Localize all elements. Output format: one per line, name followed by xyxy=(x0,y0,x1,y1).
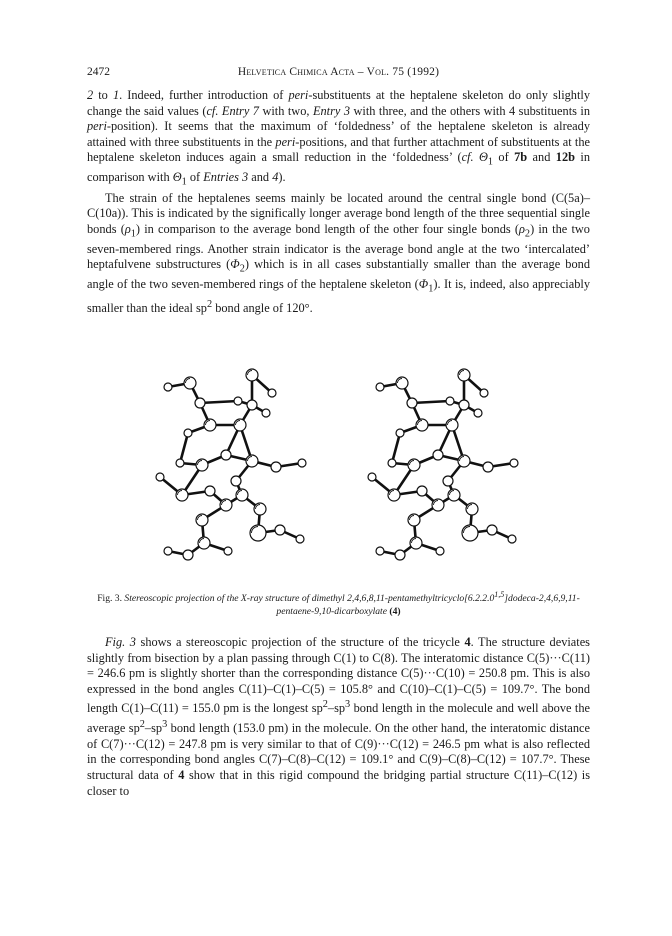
compound-ref: 4 xyxy=(178,767,185,782)
text: shows a stereoscopic projection of the structure of the tricycle xyxy=(135,635,465,649)
entry-ref: Entries 3 xyxy=(203,170,249,185)
text: -positions, and that further attachment of substituents at the heptalene skeleton induces again a small reduction in the ‘foldedness’ ( xyxy=(87,134,590,165)
text: bond angle of 120°. xyxy=(212,301,313,316)
text: and xyxy=(251,170,273,185)
italic-term: peri xyxy=(288,88,309,102)
compound-ref: 12b xyxy=(555,150,575,165)
left-atom xyxy=(268,389,276,397)
caption-compound: (4) xyxy=(386,606,401,618)
body-text-lower xyxy=(87,635,590,799)
paragraph-1 xyxy=(87,88,590,191)
subscript: 2 xyxy=(524,228,531,240)
text: ). xyxy=(278,170,286,185)
superscript: 2 xyxy=(206,299,213,311)
superscript: 2 xyxy=(139,719,145,731)
superscript: 3 xyxy=(162,719,168,731)
subscript: 2 xyxy=(239,263,245,275)
left-bond xyxy=(180,433,188,463)
left-atom xyxy=(275,525,285,535)
right-atom xyxy=(433,450,443,460)
text: with three, and the others with 4 substituents in xyxy=(350,103,591,118)
text: of xyxy=(186,170,204,185)
caption-label: Fig. 3. xyxy=(97,593,125,605)
symbol: Θ xyxy=(478,150,488,165)
right-bond xyxy=(392,433,400,463)
left-atom xyxy=(156,473,164,481)
right-atom xyxy=(480,389,488,397)
text: ) which is in all cases substantially smaller than the average bond angle of the two seven-membered rings of the heptalene skeleton ( xyxy=(87,257,590,292)
molecule-right-view xyxy=(368,369,518,560)
text: -substituents at the heptalene skeleton do only slightly change the said values ( xyxy=(87,88,591,118)
italic-term: peri xyxy=(87,119,107,134)
caption-superscript: 1,5 xyxy=(494,590,505,599)
left-atom xyxy=(296,535,304,543)
text: . The structure deviates slightly from bisection by a plan passing through C(1) to C(8). The interatomic distance C(5)···C(11) = 246.6 pm is slightly shorter than the corresponding distance C(5)···C(10) = 250.8 pm. This is also expressed in the bond angles C(11)–C(1)–C(5) = 105.8° and C(10)–C(1)–C(5) = 109.7°. The bond length C(1)–C(11) = 155.0 pm is the longest sp xyxy=(87,635,590,716)
left-atom xyxy=(234,397,242,405)
symbol: Θ xyxy=(172,170,182,185)
italic-term: peri xyxy=(275,134,296,149)
left-atom xyxy=(205,486,215,496)
left-atom xyxy=(247,400,257,410)
molecule-left-view xyxy=(156,369,306,560)
text: show that in this rigid compound the bridging partial structure C(11)–C(12) is closer to xyxy=(87,767,590,798)
text: bond length (153.0 pm) in the molecule. On the other hand, the interatomic distance of C(7)···C(12) = 247.8 pm is very similar to that of C(9)···C(12) = 246.5 pm what is also reflected in the corresponding bond angles C(7)–C(8)–C(12) = 109.1° and C(9)–C(8)–C(12) = 107.7°. These structural data of xyxy=(87,721,590,782)
right-atom xyxy=(407,398,417,408)
left-atom xyxy=(164,547,172,555)
right-bond xyxy=(412,401,450,403)
caption-text: Stereoscopic projection of the X-ray structure of dimethyl 2,4,6,8,11-pentamethyltricyclo[6.2.2.0 xyxy=(124,593,495,605)
left-atom xyxy=(195,398,205,408)
right-atom xyxy=(436,547,444,555)
right-atom xyxy=(462,525,478,541)
left-atom xyxy=(224,547,232,555)
superscript: 3 xyxy=(345,699,351,711)
ref-1: 1 xyxy=(112,88,120,102)
left-atom xyxy=(271,462,281,472)
italic-term: cf. xyxy=(461,150,474,165)
paragraph-3 xyxy=(87,635,590,799)
figure-caption xyxy=(87,588,590,618)
right-atom xyxy=(487,525,497,535)
compound-ref: 7b xyxy=(514,150,528,165)
right-atom xyxy=(443,476,453,486)
subscript: 1 xyxy=(428,283,434,295)
right-atom xyxy=(396,429,404,437)
body-text-upper xyxy=(87,88,590,317)
left-atom xyxy=(262,409,270,417)
text: -position). It seems that the maximum of ‘foldedness’ of the heptalene skeleton is already attained with three substituents in the xyxy=(87,119,590,149)
paragraph-2 xyxy=(87,191,590,318)
stereo-figure xyxy=(120,355,560,580)
text: –sp xyxy=(327,701,346,716)
compound-ref: 4 xyxy=(464,635,471,649)
right-atom xyxy=(459,400,469,410)
left-atom xyxy=(176,459,184,467)
right-atom xyxy=(376,383,384,391)
italic-term: cf. xyxy=(206,103,219,118)
entry-ref: Entry 7 xyxy=(221,103,259,118)
text: and xyxy=(527,150,556,165)
subscript: 1 xyxy=(487,156,494,168)
right-atom xyxy=(446,397,454,405)
symbol: Φ xyxy=(230,257,240,272)
page-number: 2472 xyxy=(87,66,110,78)
symbol: Φ xyxy=(418,277,429,292)
text: –sp xyxy=(144,721,163,736)
text: bond length in the molecule and well above the average sp xyxy=(87,701,590,736)
left-atom xyxy=(221,450,231,460)
text: to xyxy=(98,88,113,102)
molecule-stereo-pair xyxy=(120,355,560,580)
symbol: ρ xyxy=(518,221,525,236)
right-atom xyxy=(388,459,396,467)
text: of xyxy=(493,150,515,165)
text: with two, xyxy=(258,103,313,118)
figure-ref: Fig. 3 xyxy=(105,635,136,649)
left-atom xyxy=(250,525,266,541)
right-atom xyxy=(368,473,376,481)
text: in comparison with xyxy=(87,150,590,185)
right-atom xyxy=(395,550,405,560)
right-atom xyxy=(510,459,518,467)
right-atom xyxy=(474,409,482,417)
journal-title: Helvetica Chimica Acta – Vol. 75 (1992) xyxy=(237,66,440,78)
caption-text: ]dodeca-2,4,6,9,11-pentaene-9,10-dicarboxylate xyxy=(276,593,580,618)
left-atom xyxy=(298,459,306,467)
running-header xyxy=(87,66,590,82)
left-atom xyxy=(164,383,172,391)
entry-ref: 4 xyxy=(272,170,279,185)
left-bond xyxy=(200,401,238,403)
right-atom xyxy=(417,486,427,496)
left-atom xyxy=(184,429,192,437)
subscript: 1 xyxy=(181,176,187,188)
right-atom xyxy=(376,547,384,555)
symbol: ρ xyxy=(124,221,131,236)
left-atom xyxy=(231,476,241,486)
right-atom xyxy=(508,535,516,543)
subscript: 1 xyxy=(130,228,136,240)
text: ). It is, indeed, also appreciably smaller than the ideal sp xyxy=(87,277,590,316)
entry-ref: Entry 3 xyxy=(312,103,351,118)
superscript: 2 xyxy=(322,699,328,711)
text: . Indeed, further introduction of xyxy=(119,88,289,102)
text: ) in comparison to the average bond length of the other four single bonds ( xyxy=(135,221,519,236)
right-atom xyxy=(483,462,493,472)
left-atom xyxy=(183,550,193,560)
text: ) in the two seven-membered rings. Another strain indicator is the average bond angle at the two ‘intercalated’ heptafulvene substructures ( xyxy=(87,221,590,272)
ref-2: 2 xyxy=(87,88,94,102)
text: The strain of the heptalenes seems mainly be located around the central single bond (C(5a)–C(10a)). This is indicated by the significally longer average bond length of the three sequential single bonds ( xyxy=(87,190,590,236)
